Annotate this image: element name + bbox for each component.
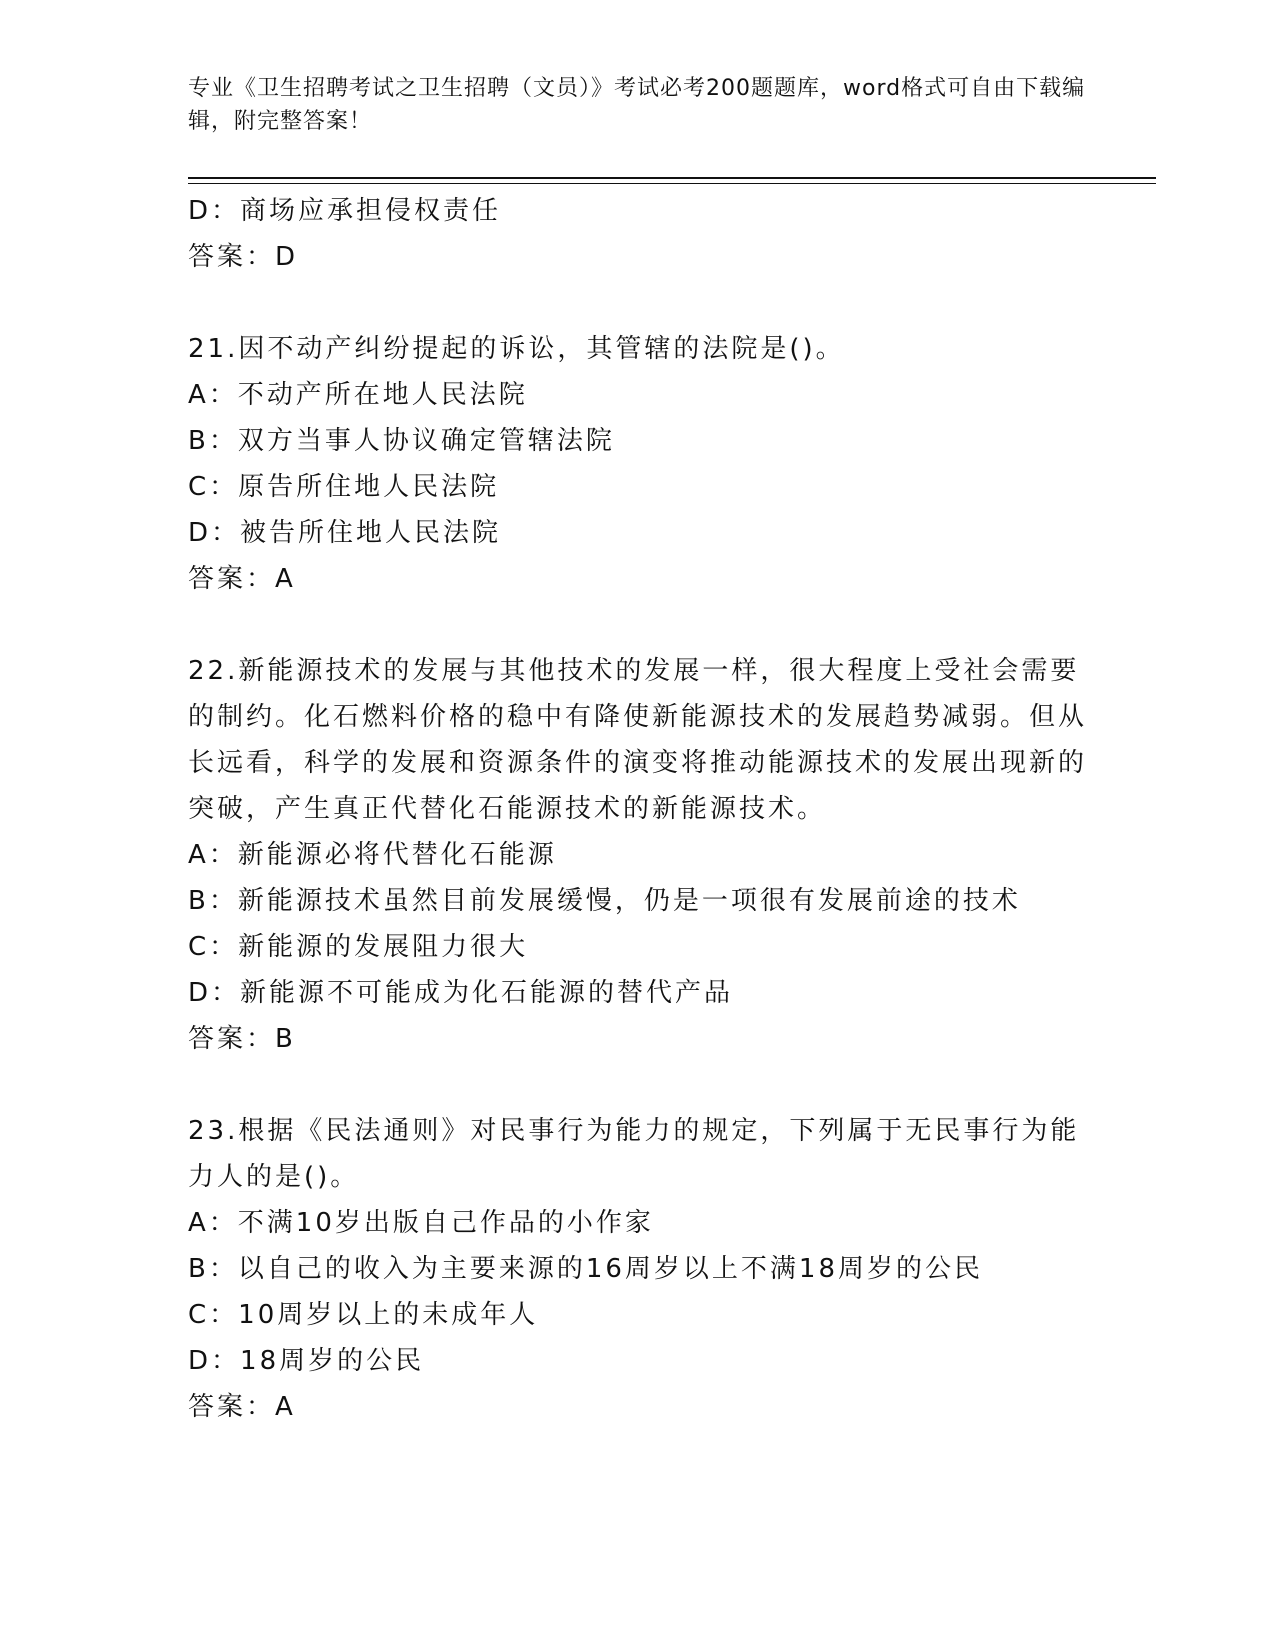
- prev-option-d: D：商场应承担侵权责任: [188, 196, 502, 226]
- document-header: 专业《卫生招聘考试之卫生招聘（文员）》考试必考200题题库，word格式可自由下载编辑，附完整答案！: [188, 76, 1086, 134]
- header-divider-thin: [188, 183, 1156, 184]
- question-22: [188, 648, 1088, 1062]
- option-c: C：新能源的发展阻力很大: [188, 932, 529, 962]
- option-c: C：10周岁以上的未成年人: [188, 1300, 539, 1330]
- answer: 答案：A: [188, 564, 296, 594]
- option-d: D：被告所住地人民法院: [188, 518, 502, 548]
- option-b: B：以自己的收入为主要来源的16周岁以上不满18周岁的公民: [188, 1254, 984, 1284]
- option-d: D：18周岁的公民: [188, 1346, 425, 1376]
- question-stem: 22.新能源技术的发展与其他技术的发展一样，很大程度上受社会需要的制约。化石燃料价格的稳中有降使新能源技术的发展趋势减弱。但从长远看，科学的发展和资源条件的演变将推动能源技术的发展出现新的突破，产生真正代替化石能源技术的新能源技术。: [188, 656, 1088, 824]
- option-b: B：双方当事人协议确定管辖法院: [188, 426, 615, 456]
- option-a: A：不满10岁出版自己作品的小作家: [188, 1208, 654, 1238]
- question-stem: 21.因不动产纠纷提起的诉讼，其管辖的法院是()。: [188, 334, 845, 364]
- option-b: B：新能源技术虽然目前发展缓慢，仍是一项很有发展前途的技术: [188, 886, 1021, 916]
- option-a: A：不动产所在地人民法院: [188, 380, 528, 410]
- option-d: D：新能源不可能成为化石能源的替代产品: [188, 978, 734, 1008]
- question-23: [188, 1108, 1088, 1430]
- answer: 答案：B: [188, 1024, 296, 1054]
- prev-answer: 答案：D: [188, 242, 299, 272]
- answer: 答案：A: [188, 1392, 296, 1422]
- option-a: A：新能源必将代替化石能源: [188, 840, 557, 870]
- header-divider-thick: [188, 177, 1156, 179]
- question-stem: 23.根据《民法通则》对民事行为能力的规定，下列属于无民事行为能力人的是()。: [188, 1116, 1080, 1192]
- question-content: [188, 188, 1088, 1430]
- option-c: C：原告所住地人民法院: [188, 472, 500, 502]
- question-21: [188, 326, 1088, 602]
